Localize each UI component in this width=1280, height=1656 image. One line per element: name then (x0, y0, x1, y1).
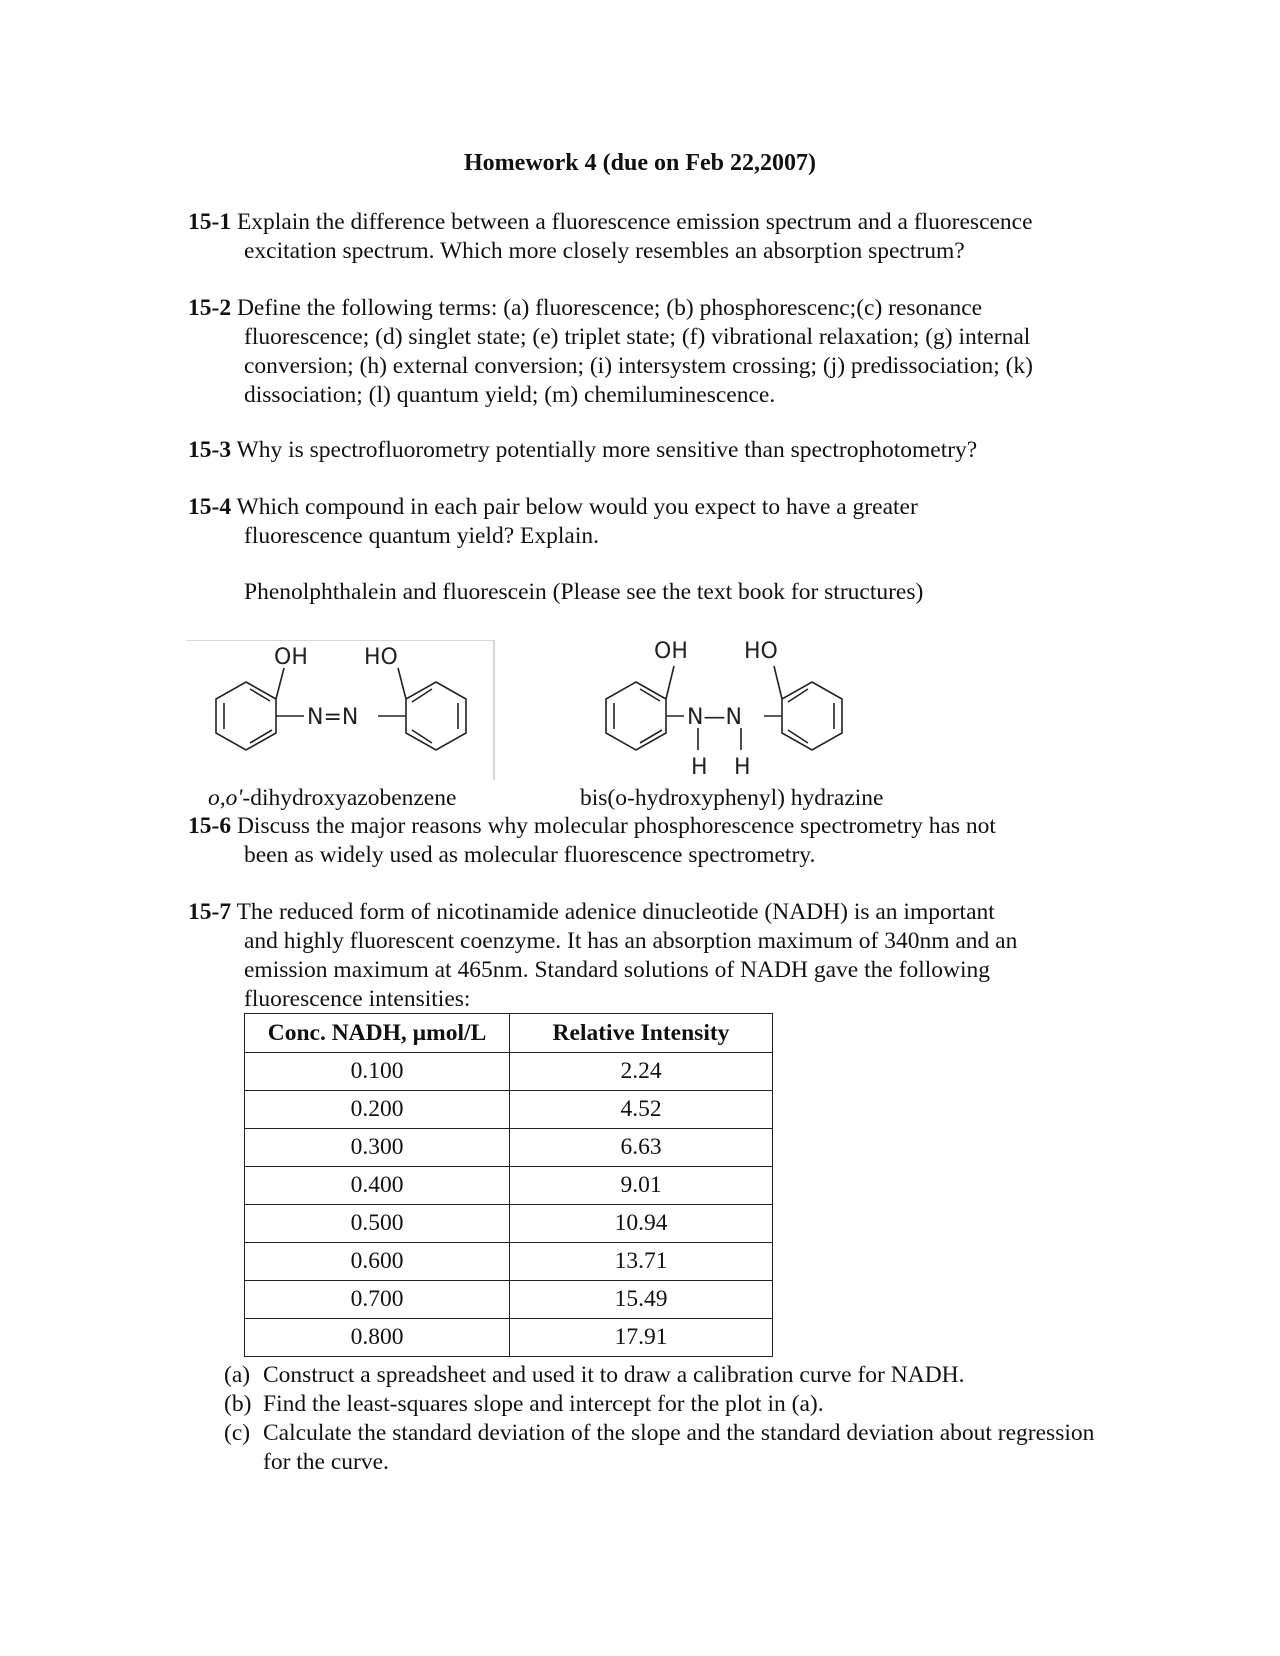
azobenzene-caption (208, 784, 456, 813)
question-text-line: conversion; (h) external conversion; (i) intersystem crossing; (j) predissociation; (k) (244, 353, 1033, 379)
question-text-line: been as widely used as molecular fluorescence spectrometry. (244, 842, 816, 868)
part-label: (a) (224, 1362, 251, 1388)
table-cell: 0.600 (245, 1243, 510, 1281)
hydrazine-structure (574, 636, 874, 786)
table-cell: 6.63 (510, 1129, 773, 1167)
question-15-4 (188, 493, 1088, 551)
nadh-data-table (244, 1013, 773, 1357)
question-text-line: emission maximum at 465nm. Standard solutions of NADH gave the following (244, 957, 991, 983)
question-number: 15-6 (188, 813, 232, 839)
table-cell: 2.24 (510, 1053, 773, 1091)
question-number: 15-3 (188, 437, 232, 463)
question-number: 15-7 (188, 899, 232, 925)
part-label: (c) (224, 1420, 251, 1446)
hydrazine-caption: bis(o-hydroxyphenyl) hydrazine (580, 785, 884, 811)
question-15-2 (188, 294, 1088, 410)
pair-note: Phenolphthalein and fluorescein (Please see the text book for structures) (244, 579, 924, 605)
table-row (245, 1167, 773, 1205)
caption-text: -dihydroxyazobenzene (242, 785, 457, 811)
part-text: Find the least-squares slope and intercept for the plot in (a). (263, 1391, 824, 1417)
table-cell: 17.91 (510, 1319, 773, 1357)
question-parts (224, 1361, 1104, 1477)
table-cell: 9.01 (510, 1167, 773, 1205)
table-cell: 10.94 (510, 1205, 773, 1243)
list-item (224, 1419, 1104, 1477)
part-text: Calculate the standard deviation of the slope and the standard deviation about regression for the curve. (263, 1420, 1095, 1475)
azobenzene-structure (186, 640, 496, 780)
column-header: Relative Intensity (510, 1014, 773, 1053)
question-text: Which compound in each pair below would you expect to have a greater (236, 494, 918, 520)
question-number: 15-2 (188, 295, 232, 321)
question-text-line: and highly fluorescent coenzyme. It has an absorption maximum of 340nm and an (244, 928, 1018, 954)
table-row (245, 1053, 773, 1091)
table-cell: 0.100 (245, 1053, 510, 1091)
table-cell: 0.700 (245, 1281, 510, 1319)
table-cell: 0.200 (245, 1091, 510, 1129)
question-text-line: dissociation; (l) quantum yield; (m) chemiluminescence. (244, 382, 776, 408)
list-item (224, 1390, 1104, 1419)
question-text: The reduced form of nicotinamide adenice dinucleotide (NADH) is an important (236, 899, 995, 925)
question-number: 15-4 (188, 494, 232, 520)
table-row (245, 1205, 773, 1243)
hydrazine-link-label: N—N (687, 705, 742, 730)
question-text: Define the following terms: (a) fluorescence; (b) phosphorescenc;(c) resonance (236, 295, 983, 321)
question-15-7 (188, 898, 1088, 1014)
question-text: Discuss the major reasons why molecular phosphorescence spectrometry has not (236, 813, 996, 839)
table-header-row (245, 1014, 773, 1053)
question-text-line: fluorescence quantum yield? Explain. (244, 523, 599, 549)
azo-link-label: N=N (307, 705, 359, 730)
question-text-line: fluorescence; (d) singlet state; (e) triplet state; (f) vibrational relaxation; (g) internal (244, 324, 1031, 350)
oh-label: OH (654, 639, 688, 664)
question-15-1 (188, 208, 1088, 266)
table-row (245, 1243, 773, 1281)
table-cell: 0.300 (245, 1129, 510, 1167)
question-text-line: excitation spectrum. Which more closely resembles an absorption spectrum? (244, 238, 965, 264)
list-item (224, 1361, 1104, 1390)
table-cell: 0.400 (245, 1167, 510, 1205)
part-text: Construct a spreadsheet and used it to draw a calibration curve for NADH. (263, 1362, 965, 1388)
table-row (245, 1091, 773, 1129)
table-cell: 0.500 (245, 1205, 510, 1243)
question-number: 15-1 (188, 209, 232, 235)
question-text: Explain the difference between a fluorescence emission spectrum and a fluorescence (236, 209, 1033, 235)
table-row (245, 1281, 773, 1319)
question-15-3 (188, 436, 1088, 465)
table-row (245, 1129, 773, 1167)
question-15-6 (188, 812, 1088, 870)
h-label: H (734, 755, 751, 780)
ho-label: HO (364, 645, 398, 670)
question-text: Why is spectrofluorometry potentially more sensitive than spectrophotometry? (236, 437, 978, 463)
part-label: (b) (224, 1391, 252, 1417)
table-cell: 15.49 (510, 1281, 773, 1319)
ho-label: HO (744, 639, 778, 664)
oh-label: OH (274, 645, 308, 670)
table-cell: 0.800 (245, 1319, 510, 1357)
table-cell: 13.71 (510, 1243, 773, 1281)
column-header: Conc. NADH, µmol/L (245, 1014, 510, 1053)
page-title: Homework 4 (due on Feb 22,2007) (464, 150, 816, 176)
table-row (245, 1319, 773, 1357)
caption-italic: o,o' (208, 785, 243, 811)
question-text-line: fluorescence intensities: (244, 986, 471, 1012)
h-label: H (691, 755, 708, 780)
table-cell: 4.52 (510, 1091, 773, 1129)
